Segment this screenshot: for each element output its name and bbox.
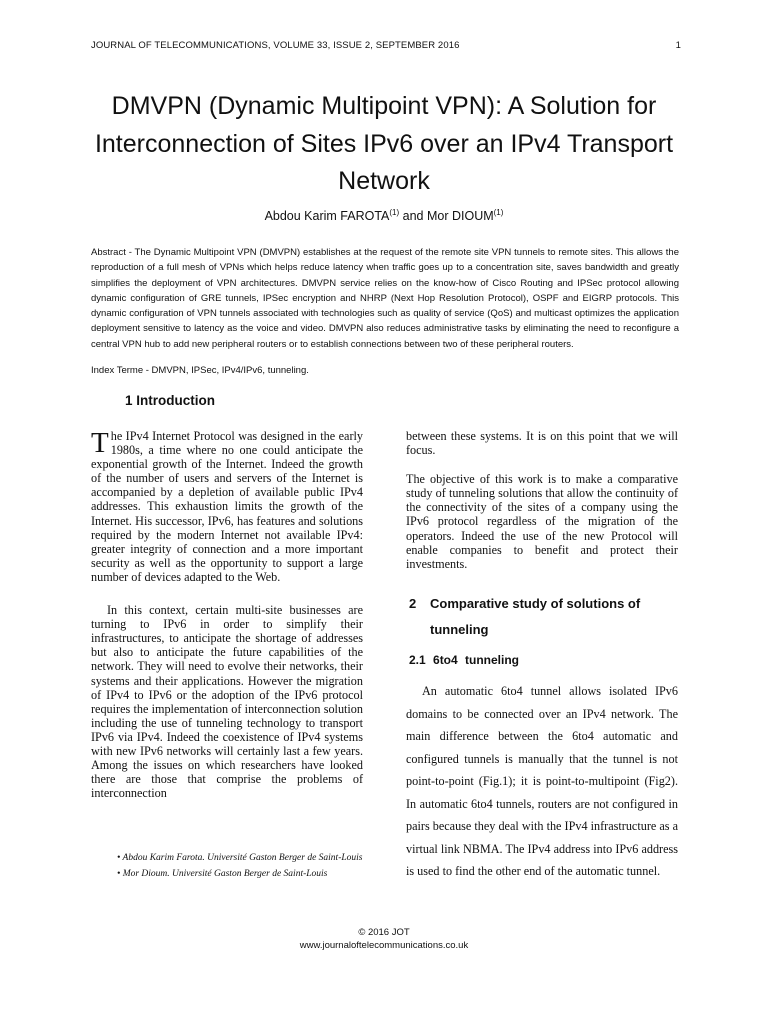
running-header <box>91 40 681 51</box>
body-paragraph: between these systems. It is on this point that we will focus. <box>406 429 678 458</box>
page-footer <box>0 926 768 952</box>
abstract: Abstract - The Dynamic Multipoint VPN (DMVPN) establishes at the request of the remote site VPN tunnels to remote sites. This allows the reproduction of a full mesh of VPNs which helps reduce latency when traffic goes up to a concentration site, saves bandwidth and greatly simplifies the deployment of VPN architectures. DMVPN service relies on the know-how of Cisco Routing and IPSec protocol allowing dynamic configuration of GRE tunnels, IPSec encryption and NHRP (Next Hop Resolution Protocol), OSPF and EIGRP protocols. This dynamic configuration of VPN tunnels associated with technologies such as quality of service (QoS) and multicast optimizes the application deployment sensitive to latency as the voice and video. DMVPN also reduces administrative tasks by eliminating the need to reconfigure a central VPN hub to add new peripheral routers or to establish connections between two of these peripheral routers. <box>91 247 679 350</box>
body-paragraph: The objective of this work is to make a comparative study of tunneling solutions that allow the continuity of the connectivity of the sites of a company using the IPv6 protocol regardless of the migration of the operators. Indeed the use of the new Protocol will enable companies to benefit and protect their investments. <box>406 472 678 571</box>
section-heading: 1 Introduction <box>125 393 215 408</box>
footnote-item: • Abdou Karim Farota. Université Gaston Berger de Saint-Louis <box>117 853 363 863</box>
body-paragraph <box>91 429 363 584</box>
footnote-item: • Mor Dioum. Université Gaston Berger de Saint-Louis <box>117 869 328 879</box>
section-title-line: Comparative study of solutions of <box>430 596 641 611</box>
index-terms: Index Terme - DMVPN, IPSec, IPv4/IPv6, tunneling. <box>91 365 309 376</box>
affiliation-mark: (1) <box>389 208 400 217</box>
copyright-notice: © 2016 JOT <box>358 927 410 938</box>
left-column <box>91 429 363 800</box>
journal-name: JOURNAL OF TELECOMMUNICATIONS, VOLUME 33, ISSUE 2, SEPTEMBER 2016 <box>91 40 460 51</box>
right-column-top <box>406 429 678 571</box>
author-conjunction: and <box>399 209 427 224</box>
paper-title: DMVPN (Dynamic Multipoint VPN): A Solution for Interconnection of Sites IPv6 over an IPv4 Transport Network <box>94 92 674 195</box>
author-name: Mor DIOUM <box>426 209 494 224</box>
body-paragraph: An automatic 6to4 tunnel allows isolated IPv6 domains to be connected over an IPv4 network. The main difference between the 6to4 automatic and configured tunnels is manually that the tunnel is not point-to-point (Fig.1); it is point-to-multipoint (Fig2). In automatic 6to4 tunnels, routers are not configured in pairs because they deal with the IPv4 infrastructure as a virtual link NBMA. The IPv4 address into IPv6 address is used to find the other end of the automatic tunnel. <box>406 684 678 878</box>
affiliation-mark: (1) <box>493 208 504 217</box>
subsection-heading: 2.1 6to4 tunneling <box>409 653 520 667</box>
author-footnotes <box>117 850 367 882</box>
drop-cap: T <box>91 427 109 459</box>
section-title-line: tunneling <box>430 622 489 637</box>
author-line <box>0 208 768 223</box>
body-paragraph: In this context, certain multi-site businesses are turning to IPv6 in order to simplify their infrastructures, to anticipate the shortage of addresses but also to anticipate the future capabilities of the network. They will need to evolve their networks, their systems and their applications. However the migration of IPv4 to IPv6 or the adoption of the IPv6 protocol requires the implementation of interconnection solution including the use of tunneling technology to transport IPv6 via IPv4. Indeed the coexistence of IPv4 systems with new IPv6 networks will certainly last a few years. Among the issues on which researchers have looked there are those that comprise the problems of interconnection <box>91 603 363 801</box>
paragraph-text: he IPv4 Internet Protocol was designed in the early 1980s, a time where no one could anticipate the exponential growth of the Internet. Indeed the growth of the number of users and servers of the Internet is accompanied by a depletion of available public IPv4 addresses. This exhaustion limits the growth of the Internet. His successor, IPv6, has features and solutions required by the modern Internet not available IPv4: greater integrity of connection and a more important security as well as the opportunity to support a large number of devices adapted to the Web. <box>91 429 363 584</box>
author-name: Abdou Karim FAROTA <box>264 209 390 224</box>
section-number: 2 <box>409 596 417 611</box>
page-number: 1 <box>675 40 681 51</box>
section-heading <box>409 591 681 643</box>
right-column-bottom <box>406 680 678 883</box>
journal-website: www.journaloftelecommunications.co.uk <box>299 940 469 951</box>
